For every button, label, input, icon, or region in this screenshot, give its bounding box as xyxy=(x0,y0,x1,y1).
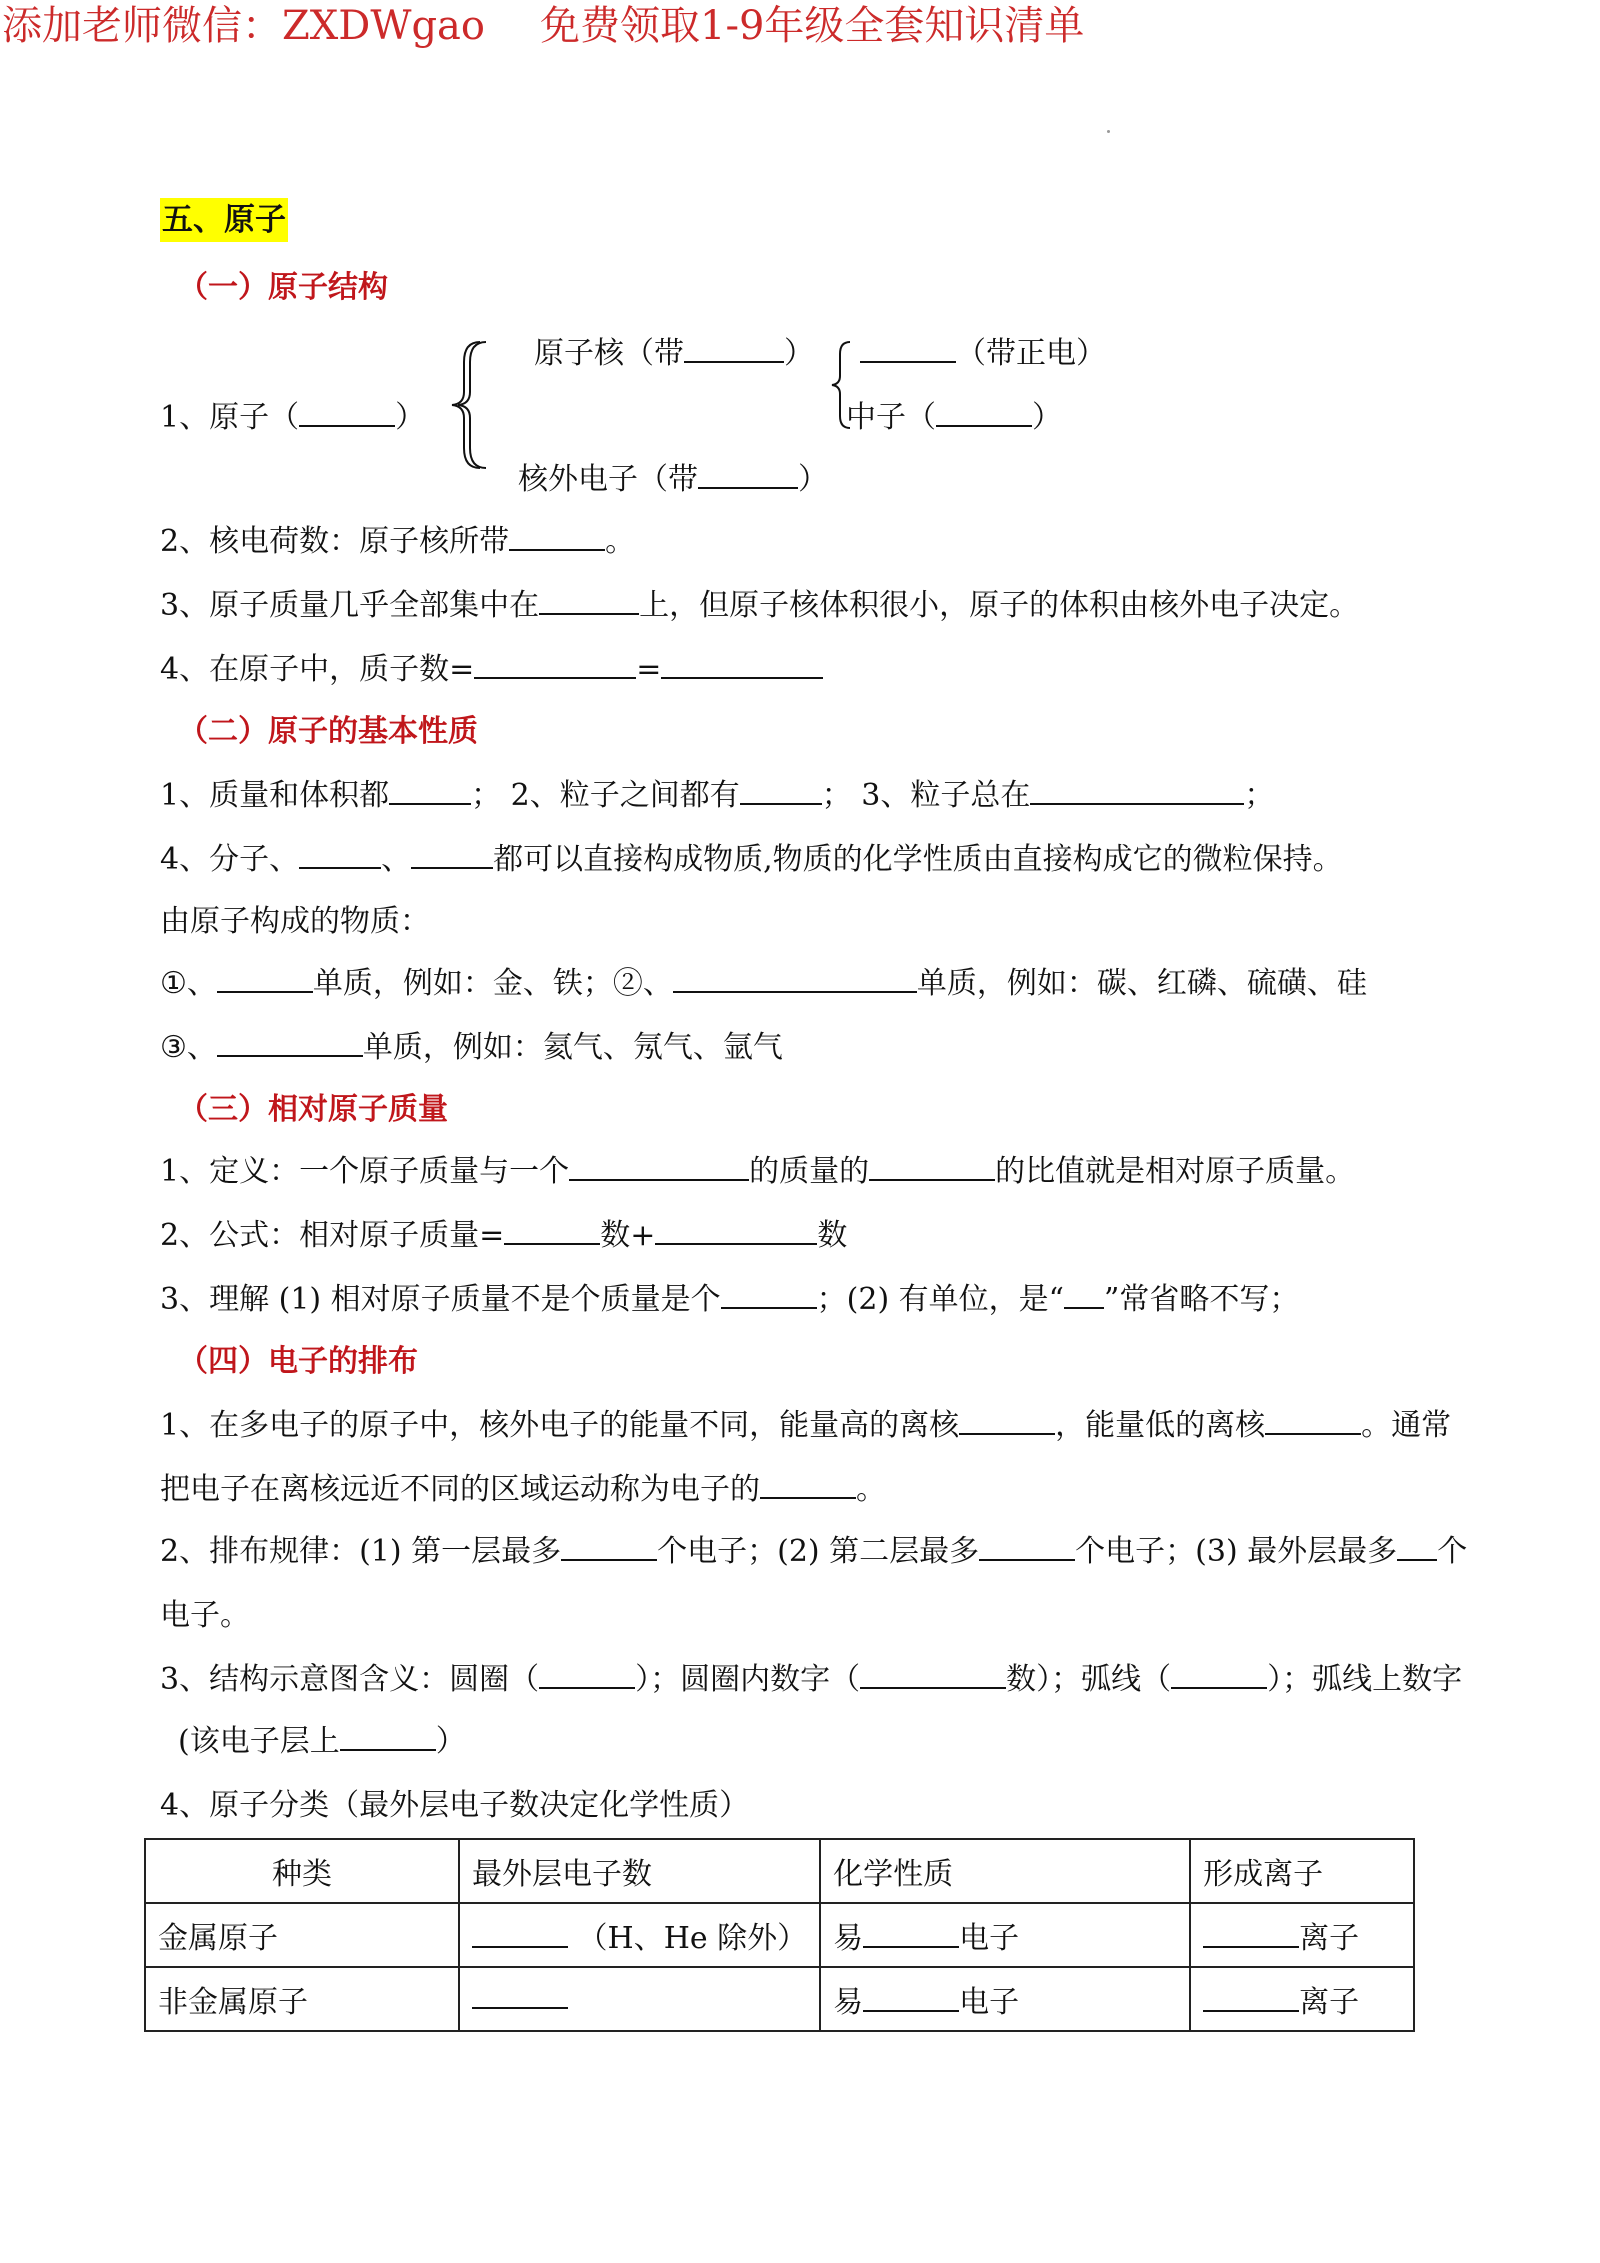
subsection-atomic-structure: （一）原子结构 xyxy=(178,270,388,305)
unit-blank[interactable] xyxy=(1064,1281,1104,1309)
row-ion: 离子 xyxy=(1190,1903,1414,1967)
header-outer-electrons: 最外层电子数 xyxy=(459,1839,820,1903)
rules-line: 2、排布规律：(1) 第一层最多 个电子；(2) 第二层最多 个电子；(3) 最外层最多 个 xyxy=(160,1534,1468,1569)
noble-gas-blank[interactable] xyxy=(217,1029,363,1057)
particle-blank-2[interactable] xyxy=(411,841,493,869)
nucleus-brace-icon xyxy=(828,340,854,430)
proton-number-line: 4、在原子中，质子数= = xyxy=(160,648,823,692)
atom-substances-line: 由原子构成的物质： xyxy=(160,904,430,939)
nonmetal-ion-blank[interactable] xyxy=(1203,1984,1299,2012)
definition-line: 1、定义：一个原子质量与一个 的质量的 的比值就是相对原子质量。 xyxy=(160,1154,1356,1189)
watermark-wechat: 添加老师微信：ZXDWgao xyxy=(2,3,485,49)
ratio-blank[interactable] xyxy=(721,1281,817,1309)
table-header-row xyxy=(145,1839,1414,1903)
electron-line: 核外电子（带 ） xyxy=(518,462,828,497)
metal-outer-blank[interactable] xyxy=(472,1920,568,1948)
row-ion: 离子 xyxy=(1190,1967,1414,2031)
atomic-mass-line: 3、原子质量几乎全部集中在 上，但原子核体积很小，原子的体积由核外电子决定。 xyxy=(160,588,1360,623)
arc-number-blank[interactable] xyxy=(340,1723,436,1751)
properties-line: 1、质量和体积都 ； 2、粒子之间都有 ； 3、粒子总在 ； xyxy=(160,778,1275,813)
diagram-meaning-line: 3、结构示意图含义：圆圈（ ）；圆圈内数字（ 数）；弧线（ ）；弧线上数字 xyxy=(160,1662,1463,1697)
understanding-line: 3、理解 (1) 相对原子质量不是个质量是个 ；(2) 有单位，是“ ”常省略不写； xyxy=(160,1282,1300,1317)
classification-line: 4、原子分类（最外层电子数决定化学性质） xyxy=(160,1788,750,1823)
equal-blank-1[interactable] xyxy=(474,651,636,679)
equal-blank-2[interactable] xyxy=(661,651,823,679)
row-chemical-property: 易 电子 xyxy=(820,1903,1190,1967)
watermark-offer: 免费领取1-9年级全套知识清单 xyxy=(540,3,1085,49)
circle-blank[interactable] xyxy=(539,1661,635,1689)
proton-blank[interactable] xyxy=(860,335,956,363)
nuclear-charge-blank[interactable] xyxy=(509,523,605,551)
row-outer-electrons xyxy=(459,1967,820,2031)
metal-chem-blank[interactable] xyxy=(863,1920,959,1948)
nuclear-charge-line: 2、核电荷数：原子核所带 。 xyxy=(160,524,636,559)
header-chemical-property: 化学性质 xyxy=(820,1839,1190,1903)
nonmetal-solid-blank[interactable] xyxy=(673,965,917,993)
metal-blank[interactable] xyxy=(217,965,313,993)
diagram-meaning-line-2: (该电子层上 ） xyxy=(178,1724,466,1759)
metal-ion-blank[interactable] xyxy=(1203,1920,1299,1948)
neutron-blank[interactable] xyxy=(936,399,1032,427)
nucleus-charge-blank[interactable] xyxy=(684,335,784,363)
table-row xyxy=(145,1967,1414,2031)
atom-line: 1、原子（ ） xyxy=(160,400,426,435)
neutron-line: 中子（ ） xyxy=(846,400,1062,435)
header-kind: 种类 xyxy=(145,1839,459,1903)
gap-blank[interactable] xyxy=(740,777,822,805)
fraction-blank[interactable] xyxy=(869,1153,995,1181)
subsection-relative-mass: （三）相对原子质量 xyxy=(178,1092,448,1127)
circle-number-blank[interactable] xyxy=(860,1661,1006,1689)
formula-blank-2[interactable] xyxy=(655,1217,817,1245)
section-title: 五、原子 xyxy=(160,198,288,242)
row-chemical-property: 易 电子 xyxy=(820,1967,1190,2031)
second-shell-blank[interactable] xyxy=(979,1533,1075,1561)
stray-dot xyxy=(1107,130,1110,133)
nonmetal-chem-blank[interactable] xyxy=(863,1984,959,2012)
table-row xyxy=(145,1903,1414,1967)
atom-charge-blank[interactable] xyxy=(299,399,395,427)
nonmetal-outer-blank[interactable] xyxy=(472,1981,568,2009)
arc-blank[interactable] xyxy=(1171,1661,1267,1689)
low-energy-blank[interactable] xyxy=(1265,1407,1361,1435)
formula-line: 2、公式：相对原子质量= 数+ 数 xyxy=(160,1218,848,1253)
motion-blank[interactable] xyxy=(1030,777,1244,805)
nucleus-line: 原子核（带 ） xyxy=(534,336,814,371)
constituents-line: 4、分子、 、 都可以直接构成物质,物质的化学性质由直接构成它的微粒保持。 xyxy=(160,842,1343,877)
rules-line-end: 电子。 xyxy=(160,1598,250,1633)
high-energy-blank[interactable] xyxy=(959,1407,1055,1435)
row-kind: 非金属原子 xyxy=(145,1967,459,2031)
row-outer-electrons: （H、He 除外） xyxy=(459,1903,820,1967)
particle-blank-1[interactable] xyxy=(299,841,381,869)
layering-line: 把电子在离核远近不同的区域运动称为电子的 。 xyxy=(160,1472,886,1507)
subsection-electron-arrangement: （四）电子的排布 xyxy=(178,1344,418,1379)
atom-classification-table xyxy=(144,1838,1415,2032)
subsection-basic-properties: （二）原子的基本性质 xyxy=(178,714,478,749)
formula-blank-1[interactable] xyxy=(504,1217,600,1245)
size-blank[interactable] xyxy=(389,777,471,805)
mass-location-blank[interactable] xyxy=(539,587,639,615)
energy-line: 1、在多电子的原子中，核外电子的能量不同，能量高的离核 ，能量低的离核 。通常 xyxy=(160,1408,1452,1443)
layering-blank[interactable] xyxy=(760,1471,856,1499)
reference-atom-blank[interactable] xyxy=(569,1153,749,1181)
header-ion: 形成离子 xyxy=(1190,1839,1414,1903)
electron-charge-blank[interactable] xyxy=(698,461,798,489)
substance-types-line: ①、 单质，例如：金、铁；②、 单质，例如：碳、红磷、硫磺、硅 xyxy=(160,966,1367,1001)
outer-shell-blank[interactable] xyxy=(1397,1533,1437,1561)
row-kind: 金属原子 xyxy=(145,1903,459,1967)
proton-line: （带正电） xyxy=(860,332,1106,376)
atom-brace-icon xyxy=(450,340,490,470)
first-shell-blank[interactable] xyxy=(561,1533,657,1561)
noble-gas-line: ③、 单质，例如：氦气、氖气、氩气 xyxy=(160,1030,783,1065)
